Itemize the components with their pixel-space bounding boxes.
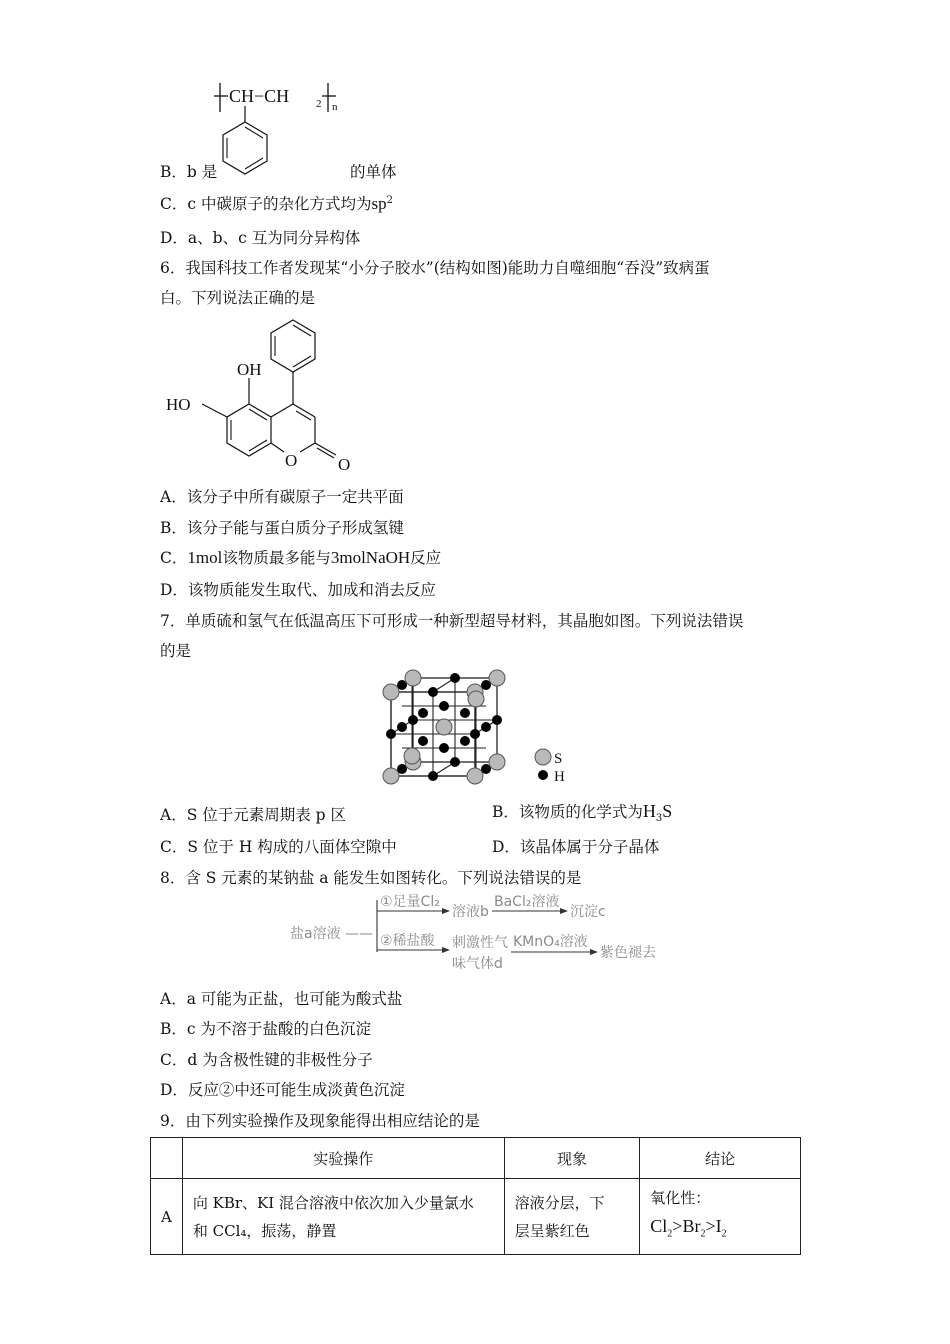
q5-option-d: D．a、b、c 互为同分异构体	[160, 229, 361, 247]
q6-stem-line1: 6．我国科技工作者发现某“小分子胶水”(结构如图)能助力自噬细胞“吞没”致病蛋	[160, 259, 710, 277]
q6-stem-line2: 白。下列说法正确的是	[160, 289, 316, 307]
table-row	[151, 1179, 801, 1255]
flow-step1: ①足量Cl₂	[380, 894, 440, 910]
oh-label: OH	[237, 360, 262, 379]
header-operation: 实验操作	[182, 1138, 504, 1179]
q7-option-b: B．该物质的化学式为$H_3S$	[492, 801, 673, 825]
header-phenomenon: 现象	[504, 1138, 640, 1179]
q7-option-d: D．该晶体属于分子晶体	[492, 838, 660, 856]
flow-fade: 紫色褪去	[600, 945, 656, 961]
polymer-ch-text: CH−CH	[229, 86, 290, 106]
q6-option-d: D．该物质能发生取代、加成和消去反应	[160, 581, 436, 599]
flow-bacl2: BaCl₂溶液	[494, 894, 560, 910]
ho-label: HO	[166, 395, 191, 414]
q8-stem: 8．含 S 元素的某钠盐 a 能发生如图转化。下列说法错误的是	[160, 869, 582, 887]
flow-step2: ②稀盐酸	[380, 933, 435, 949]
svg-text:n: n	[332, 101, 338, 113]
flow-solution-b: 溶液b	[452, 904, 489, 920]
q7-stem-line1: 7．单质硫和氢气在低温高压下可形成一种新型超导材料，其晶胞如图。下列说法错误	[160, 612, 744, 630]
flow-precipitate-c: 沉淀c	[570, 904, 606, 920]
q7-stem-line2: 的是	[160, 642, 192, 660]
header-conclusion: 结论	[640, 1138, 801, 1179]
q6-option-c: C．1mol该物质最多能与3molNaOH反应	[160, 548, 442, 567]
q8-option-b: B．c 为不溶于盐酸的白色沉淀	[160, 1020, 371, 1038]
svg-text:2: 2	[316, 98, 322, 110]
flow-gas-d-line2: 味气体d	[452, 956, 503, 972]
legend-s-label: S	[554, 751, 563, 767]
ring-o-label: O	[285, 451, 298, 470]
q8-option-c: C．d 为含极性键的非极性分子	[160, 1051, 373, 1069]
experiment-table	[150, 1137, 801, 1255]
table-header-row	[151, 1138, 801, 1179]
q7-option-a: A．S 位于元素周期表 p 区	[160, 806, 347, 824]
q6-option-b: B．该分子能与蛋白质分子形成氢键	[160, 519, 404, 537]
q8-option-a: A．a 可能为正盐，也可能为酸式盐	[160, 990, 403, 1008]
q8-option-d: D．反应②中还可能生成淡黄色沉淀	[160, 1081, 405, 1099]
q5-option-b-suffix: 的单体	[350, 163, 397, 181]
q7-option-c: C．S 位于 H 构成的八面体空隙中	[160, 838, 397, 856]
flow-start: 盐a溶液 ——	[290, 926, 374, 942]
carbonyl-o-label: O	[338, 455, 351, 474]
row-operation: 向 KBr、KI 混合溶液中依次加入少量氯水 和 CCl₄，振荡，静置	[182, 1179, 504, 1255]
flow-gas-d-line1: 刺激性气	[452, 935, 508, 951]
row-conclusion: 氧化性： $Cl_2>Br_2>I_2$	[640, 1179, 801, 1255]
flow-kmno4: KMnO₄溶液	[513, 934, 588, 950]
row-phenomenon: 溶液分层，下 层呈紫红色	[504, 1179, 640, 1255]
q9-stem: 9．由下列实验操作及现象能得出相应结论的是	[160, 1112, 480, 1130]
row-label: A	[151, 1179, 183, 1255]
header-blank	[151, 1138, 183, 1179]
q5-option-b: B．b 是	[160, 163, 218, 181]
q6-option-a: A．该分子中所有碳原子一定共平面	[160, 488, 404, 506]
q5-option-c: C．c 中碳原子的杂化方式均为$sp^2$	[160, 194, 393, 213]
legend-h-label: H	[554, 769, 565, 785]
